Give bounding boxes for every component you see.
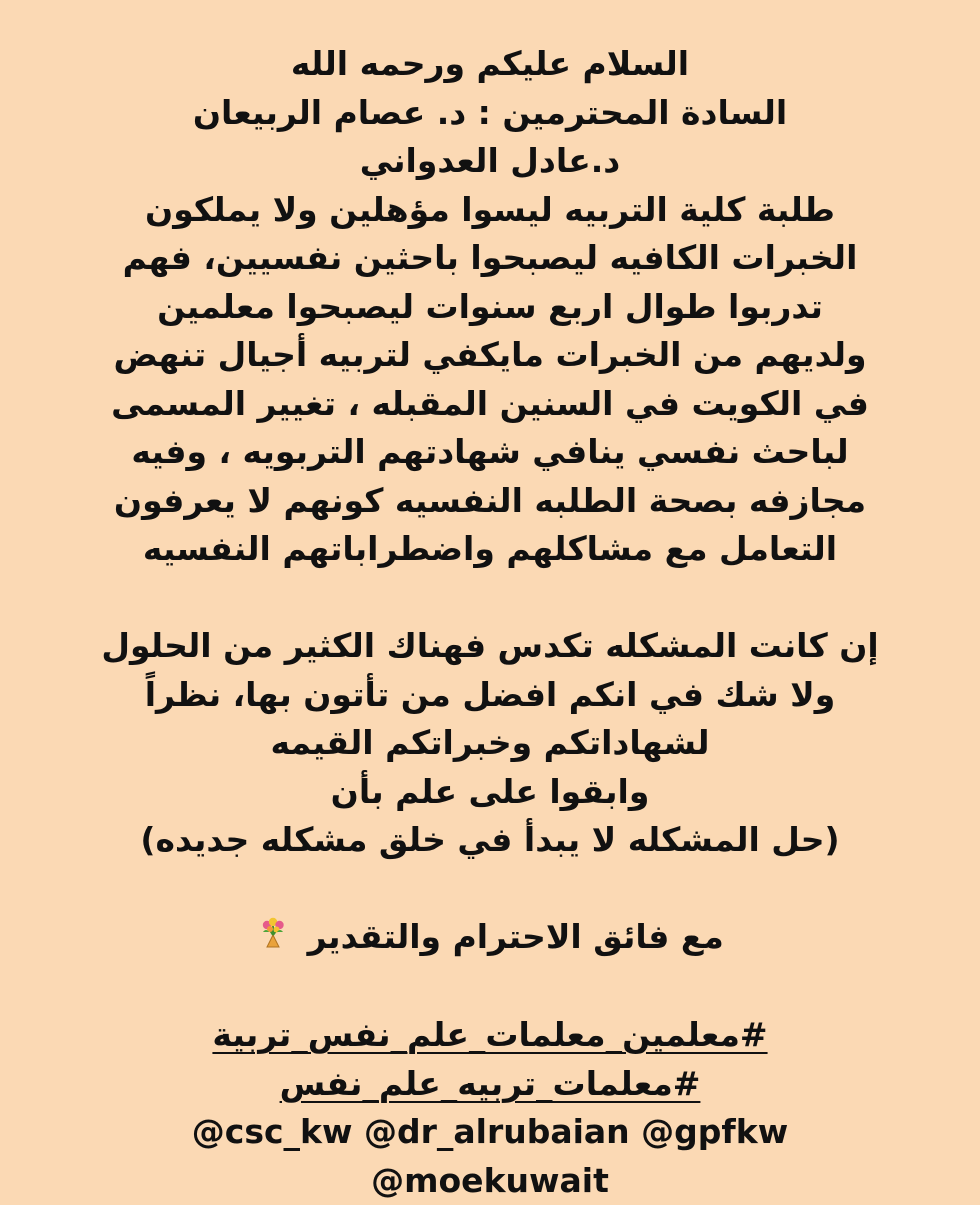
addressee-line-2: د.عادل العدواني: [359, 141, 621, 180]
body-line: طلبة كلية التربيه ليسوا مؤهلين ولا يملكون: [145, 189, 835, 229]
body-line: الخبرات الكافيه ليصبحوا باحثين نفسيين، فهم: [122, 238, 858, 277]
body-line: التعامل مع مشاكلهم واضطراباتهم النفسيه: [142, 529, 838, 568]
mentions-line[interactable]: @moekuwait: [371, 1160, 609, 1200]
paragraph-spacer: [0, 865, 980, 914]
body-line: في الكويت في السنين المقبله ، تغيير المسمى: [111, 383, 869, 423]
body-line: لباحث نفسي ينافي شهادتهم التربويه ، وفيه: [131, 432, 849, 471]
mentions-line[interactable]: @csc_kw @dr_alrubaian @gpfkw: [191, 1112, 789, 1152]
hashtag-link[interactable]: #معلمين_معلمات_علم_نفس_تربية: [212, 1015, 768, 1055]
addressee-line-1: السادة المحترمين : د. عصام الربيعان: [192, 92, 788, 132]
hashtag-link[interactable]: #معلمات_تربيه_علم_نفس: [279, 1063, 701, 1103]
second-paragraph-line: وابقوا على علم بأن: [330, 771, 650, 811]
second-paragraph-line: (حل المشكله لا يبدأ في خلق مشكله جديده): [140, 820, 840, 859]
paragraph-spacer: [0, 574, 980, 623]
closing-text: مع فائق الاحترام والتقدير: [307, 917, 724, 956]
body-line: تدربوا طوال اربع سنوات ليصبحوا معلمين: [157, 286, 823, 326]
paragraph-spacer: [0, 963, 980, 1012]
second-paragraph-line: إن كانت المشكله تكدس فهناك الكثير من الحلول: [101, 626, 879, 665]
second-paragraph-line: ولا شك في انكم افضل من تأتون بها، نظراً: [144, 674, 836, 714]
closing-line: [0, 913, 980, 963]
greeting: السلام عليكم ورحمه الله: [290, 44, 690, 83]
flower-bouquet-icon: [256, 914, 290, 963]
second-paragraph-line: لشهاداتكم وخبراتكم القيمه: [270, 723, 710, 762]
body-line: مجازفه بصحة الطلبه النفسيه كونهم لا يعرفون: [113, 480, 867, 520]
body-line: ولديهم من الخبرات مايكفي لتربيه أجيال تنهض: [113, 335, 867, 374]
